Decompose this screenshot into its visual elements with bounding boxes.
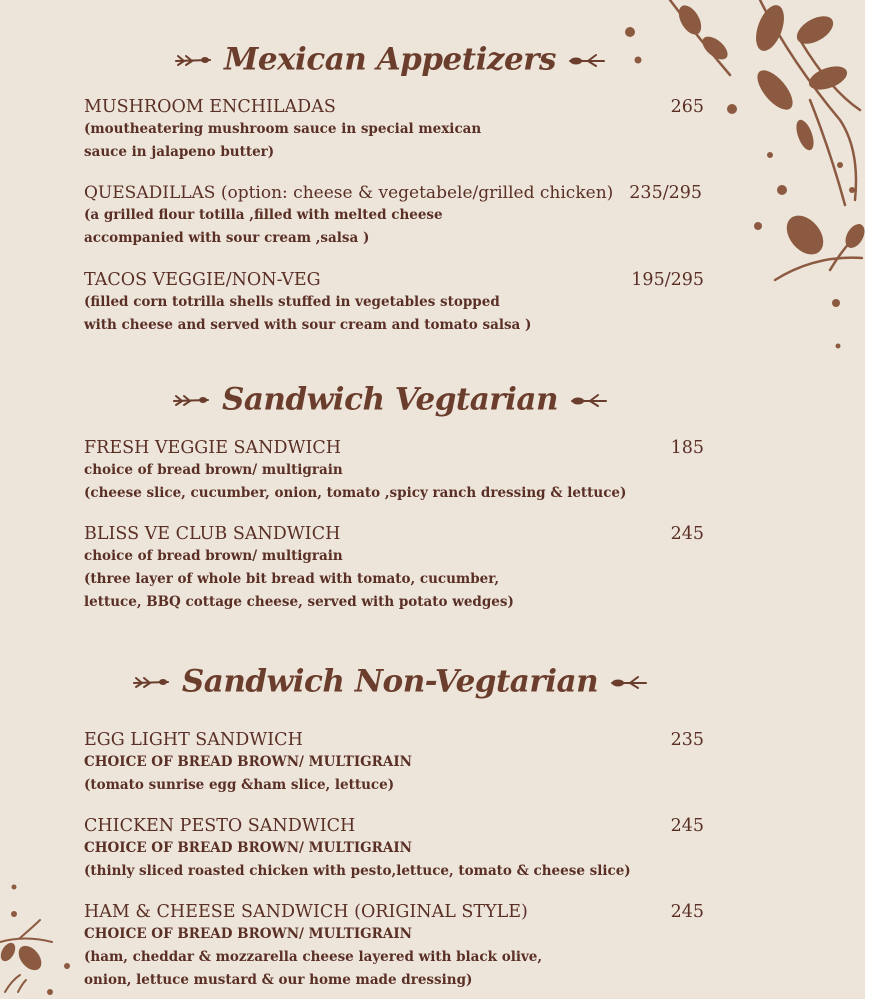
item-description-line: CHOICE OF BREAD BROWN/ MULTIGRAIN bbox=[84, 840, 413, 856]
item-name: BLISS VE CLUB SANDWICH bbox=[84, 524, 341, 544]
item-name: QUESADILLAS (option: cheese & vegetabele/grilled chicken) bbox=[84, 183, 614, 203]
floral-decoration-bottom-left bbox=[0, 880, 80, 999]
item-price: 245 bbox=[670, 902, 704, 922]
item-description-line: (three layer of whole bit bread with tomato, cucumber, bbox=[84, 571, 500, 587]
item-description-line: (moutheatering mushroom sauce in special mexican bbox=[84, 121, 482, 137]
branch-ornament-icon bbox=[570, 393, 608, 407]
item-description-line: (filled corn totrilla shells stuffed in vegetables stopped bbox=[84, 294, 500, 310]
section-heading-sandwich-non-vegtarian bbox=[0, 662, 780, 700]
item-price: 245 bbox=[670, 524, 704, 544]
arrow-ornament-icon bbox=[132, 675, 170, 689]
item-name: EGG LIGHT SANDWICH bbox=[84, 730, 303, 750]
menu-item bbox=[84, 901, 704, 992]
item-description-line: choice of bread brown/ multigrain bbox=[84, 462, 343, 478]
item-description-line: (thinly sliced roasted chicken with pesto,lettuce, tomato & cheese slice) bbox=[84, 863, 631, 879]
section-title: Mexican Appetizers bbox=[224, 41, 556, 78]
arrow-ornament-icon bbox=[174, 53, 212, 67]
item-name: MUSHROOM ENCHILADAS bbox=[84, 97, 336, 117]
section-heading-mexican-appetizers bbox=[0, 40, 780, 78]
section-heading-sandwich-vegtarian bbox=[0, 380, 780, 418]
item-price: 235/295 bbox=[629, 183, 702, 203]
menu-item bbox=[84, 729, 704, 797]
section-title: Sandwich Non-Vegtarian bbox=[181, 663, 599, 700]
item-name: HAM & CHEESE SANDWICH (ORIGINAL STYLE) bbox=[84, 902, 528, 922]
item-description-line: (ham, cheddar & mozzarella cheese layered with black olive, bbox=[84, 949, 543, 965]
item-price: 235 bbox=[670, 730, 704, 750]
arrow-ornament-icon bbox=[172, 393, 210, 407]
item-description-line: with cheese and served with sour cream and tomato salsa ) bbox=[84, 317, 532, 333]
item-price: 185 bbox=[670, 438, 704, 458]
menu-item bbox=[84, 523, 704, 614]
item-price: 265 bbox=[670, 97, 704, 117]
menu-item bbox=[84, 815, 704, 883]
branch-ornament-icon bbox=[568, 53, 606, 67]
item-description-line: (a grilled flour totilla ,filled with melted cheese bbox=[84, 207, 443, 223]
menu-item bbox=[84, 182, 704, 250]
item-description-line: onion, lettuce mustard & our home made dressing) bbox=[84, 972, 473, 988]
item-description-line: (tomato sunrise egg &ham slice, lettuce) bbox=[84, 777, 395, 793]
item-name: CHICKEN PESTO SANDWICH bbox=[84, 816, 356, 836]
item-description-line: choice of bread brown/ multigrain bbox=[84, 548, 343, 564]
item-price: 245 bbox=[670, 816, 704, 836]
menu-item bbox=[84, 269, 704, 337]
item-description-line: CHOICE OF BREAD BROWN/ MULTIGRAIN bbox=[84, 926, 413, 942]
section-title: Sandwich Vegtarian bbox=[221, 381, 559, 418]
menu-item bbox=[84, 96, 704, 164]
item-description-line: sauce in jalapeno butter) bbox=[84, 144, 275, 160]
item-description-line: CHOICE OF BREAD BROWN/ MULTIGRAIN bbox=[84, 754, 413, 770]
branch-ornament-icon bbox=[610, 675, 648, 689]
item-name: FRESH VEGGIE SANDWICH bbox=[84, 438, 342, 458]
item-price: 195/295 bbox=[631, 270, 704, 290]
item-name: TACOS VEGGIE/NON-VEG bbox=[84, 270, 321, 290]
item-description-line: accompanied with sour cream ,salsa ) bbox=[84, 230, 370, 246]
item-description-line: (cheese slice, cucumber, onion, tomato ,spicy ranch dressing & lettuce) bbox=[84, 485, 627, 501]
menu-item bbox=[84, 437, 704, 505]
item-description-line: lettuce, BBQ cottage cheese, served with potato wedges) bbox=[84, 594, 514, 610]
